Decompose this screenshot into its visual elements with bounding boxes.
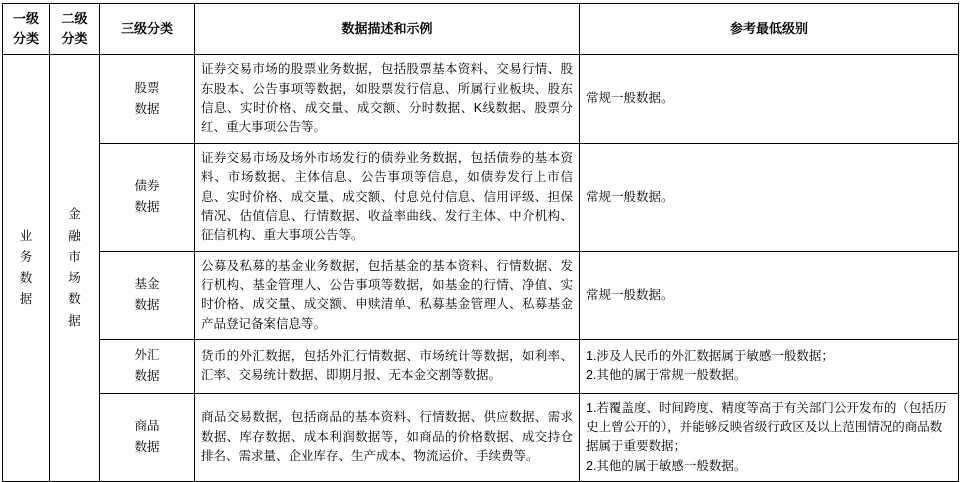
table-row [3,143,959,251]
description-cell-stock: 证券交易市场的股票业务数据，包括股票基本资料、交易行情、股东股本、公告事项等数据，如股票发行信息、所属行业板块、股东信息、实时价格、成交量、成交额、分时数据、K线数据、股票分红、重大事项公告等。 [195,55,580,144]
min-level-cell-forex [580,340,959,394]
min-level-line: 1.若覆盖度、时间跨度、精度等高于有关部门公开发布的（包括历史上曾公开的），并能够反映省级行政区及以上范围情况的商品数据属于重要数据； [586,400,947,454]
column-header-min-level [580,4,959,55]
description-cell-commodity: 商品交易数据，包括商品的基本资料、行情数据、供应数据、需求数据、库存数据、成本利润数据等，如商品的价格数据、成交持仓排名、需求量、企业库存、生产成本、物流运价、手续费等。 [195,393,580,482]
column-header-level1 [3,4,50,55]
min-level-cell-fund [580,251,959,340]
level3-line: 外汇 [134,348,160,363]
level1-cell [3,55,50,482]
level3-cell-stock [100,55,195,144]
level2-line: 金 [68,207,81,222]
header-line: 分类 [12,31,39,47]
level1-line: 务 [19,249,33,264]
level1-line: 据 [19,292,33,307]
level3-line: 数据 [134,440,160,455]
level3-line: 数据 [134,369,160,384]
column-header-level3 [100,4,195,55]
column-header-level2 [50,4,100,55]
table-row [3,393,959,482]
header-line: 参考最低级别 [729,21,808,37]
level3-cell-fund [100,251,195,340]
data-classification-table [2,3,959,482]
level3-cell-forex [100,340,195,394]
header-line: 二级 [61,11,88,26]
level3-line: 商品 [134,419,160,434]
level3-line: 股票 [134,80,160,95]
level3-cell-bond [100,143,195,251]
min-level-cell-stock [580,55,959,144]
min-level-line: 常规一般数据。 [586,287,674,302]
min-level-line: 常规一般数据。 [586,189,674,204]
level3-line: 债券 [134,178,160,193]
description-cell-bond: 证券交易市场及场外市场发行的债券业务数据，包括债券的基本资料、市场数据、主体信息、公告事项等信息，如债券发行上市信息、实时价格、成交量、成交额、付息兑付信息、信用评级、担保情况、估值信息、行情数据、收益率曲线、发行主体、中介机构、征信机构、重大事项公告等。 [195,143,580,251]
level3-line: 数据 [134,298,160,313]
level2-line: 市 [68,249,81,264]
header-line: 数据描述和示例 [341,21,433,37]
min-level-line: 常规一般数据。 [586,91,674,106]
description-cell-forex: 货币的外汇数据，包括外汇行情数据、市场统计等数据，如利率、汇率、交易统计数据、即期月报、无本金交割等数据。 [195,340,580,394]
level2-line: 场 [68,271,81,286]
min-level-line: 2.其他的属于敏感一般数据。 [586,458,747,473]
level2-line: 融 [68,228,81,243]
header-line: 一级 [12,11,39,26]
header-line: 三级分类 [120,21,173,37]
level3-line: 数据 [134,102,160,117]
level3-line: 数据 [134,200,160,215]
column-header-description [195,4,580,55]
level1-line: 数 [19,271,33,286]
table-row [3,251,959,340]
min-level-line: 2.其他的属于常规一般数据。 [586,368,747,383]
table-body [3,55,959,482]
header-line: 分类 [61,31,88,47]
min-level-cell-bond [580,143,959,251]
table-header [3,4,959,55]
min-level-cell-commodity [580,393,959,482]
level1-line: 业 [19,228,33,243]
table-row [3,340,959,394]
header-row [3,4,959,55]
level3-line: 基金 [134,277,160,292]
table-row [3,55,959,144]
level3-cell-commodity [100,393,195,482]
level2-cell [50,55,100,482]
min-level-line: 1.涉及人民币的外汇数据属于敏感一般数据； [586,349,834,364]
level2-line: 数 [68,292,81,307]
level2-line: 据 [68,313,81,328]
description-cell-fund: 公募及私募的基金业务数据，包括基金的基本资料、行情数据、发行机构、基金管理人、公告事项等数据，如基金的行情、净值、实时价格、成交量、成交额、申赎清单、私募基金管理人、私募基金产品登记备案信息等。 [195,251,580,340]
